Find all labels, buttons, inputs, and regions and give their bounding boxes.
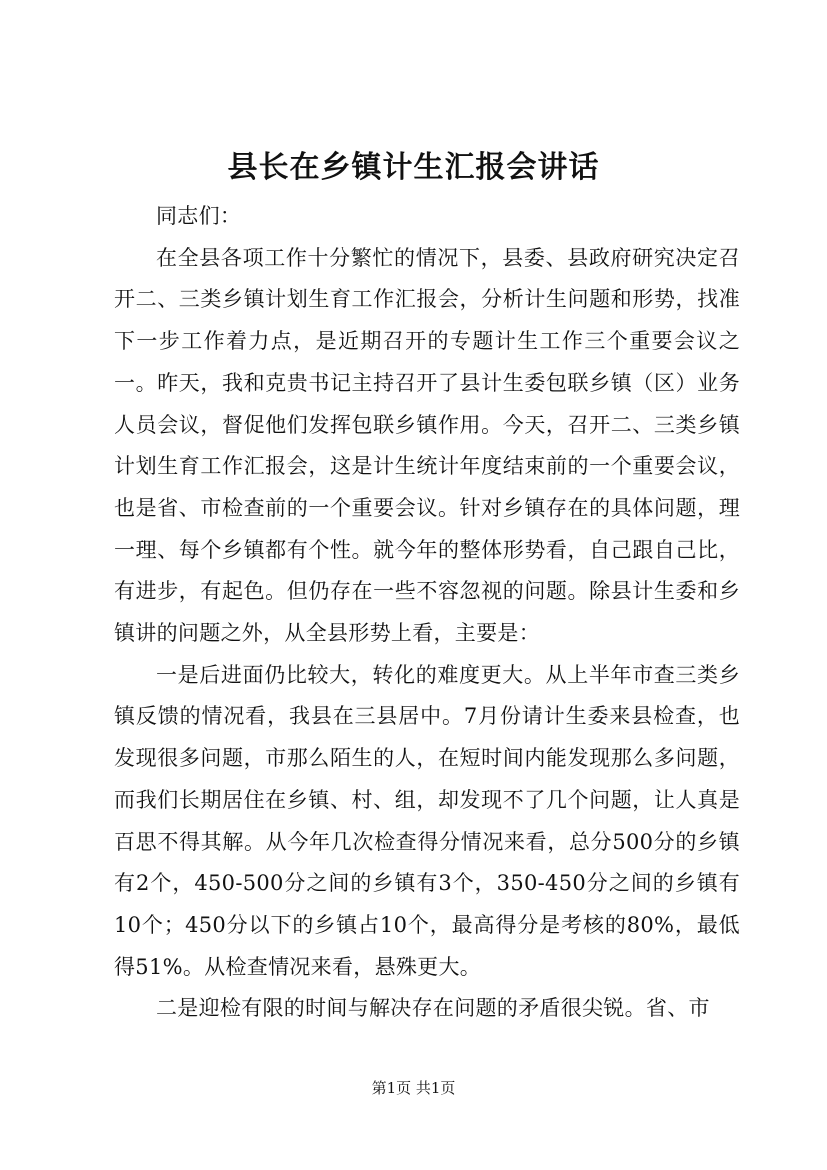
paragraph-1: 在全县各项工作十分繁忙的情况下，县委、县政府研究决定召开二、三类乡镇计划生育工作汇报会，分析计生问题和形势，找准下一步工作着力点，是近期召开的专题计生工作三个重要会议之一。昨天，我和克贵书记主持召开了县计生委包联乡镇（区）业务人员会议，督促他们发挥包联乡镇作用。今天，召开二、三类乡镇计划生育工作汇报会，这是计生统计年度结束前的一个重要会议，也是省、市检查前的一个重要会议。针对乡镇存在的具体问题，理一理、每个乡镇都有个性。就今年的整体形势看，自己跟自己比，有进步，有起色。但仍存在一些不容忽视的问题。除县计生委和乡镇讲的问题之外，从全县形势上看，主要是： xyxy=(114,245,740,646)
salutation: 同志们： xyxy=(156,204,242,228)
document-body xyxy=(114,196,740,1030)
paragraph-2: 一是后进面仍比较大，转化的难度更大。从上半年市查三类乡镇反馈的情况看，我县在三县居中。7月份请计生委来县检查，也发现很多问题，市那么陌生的人，在短时间内能发现那么多问题，而我们长期居住在乡镇、村、组，却发现不了几个问题，让人真是百思不得其解。从今年几次检查得分情况来看，总分500分的乡镇有2个，450-500分之间的乡镇有3个，350-450分之间的乡镇有10个；450分以下的乡镇占10个，最高得分是考核的80%，最低得51%。从检查情况来看，悬殊更大。 xyxy=(114,662,740,979)
page-footer: 第1页 共1页 xyxy=(371,1079,456,1097)
document-title: 县长在乡镇计生汇报会讲话 xyxy=(227,150,600,185)
paragraph-3: 二是迎检有限的时间与解决存在问题的矛盾很尖锐。省、市 xyxy=(156,996,710,1021)
